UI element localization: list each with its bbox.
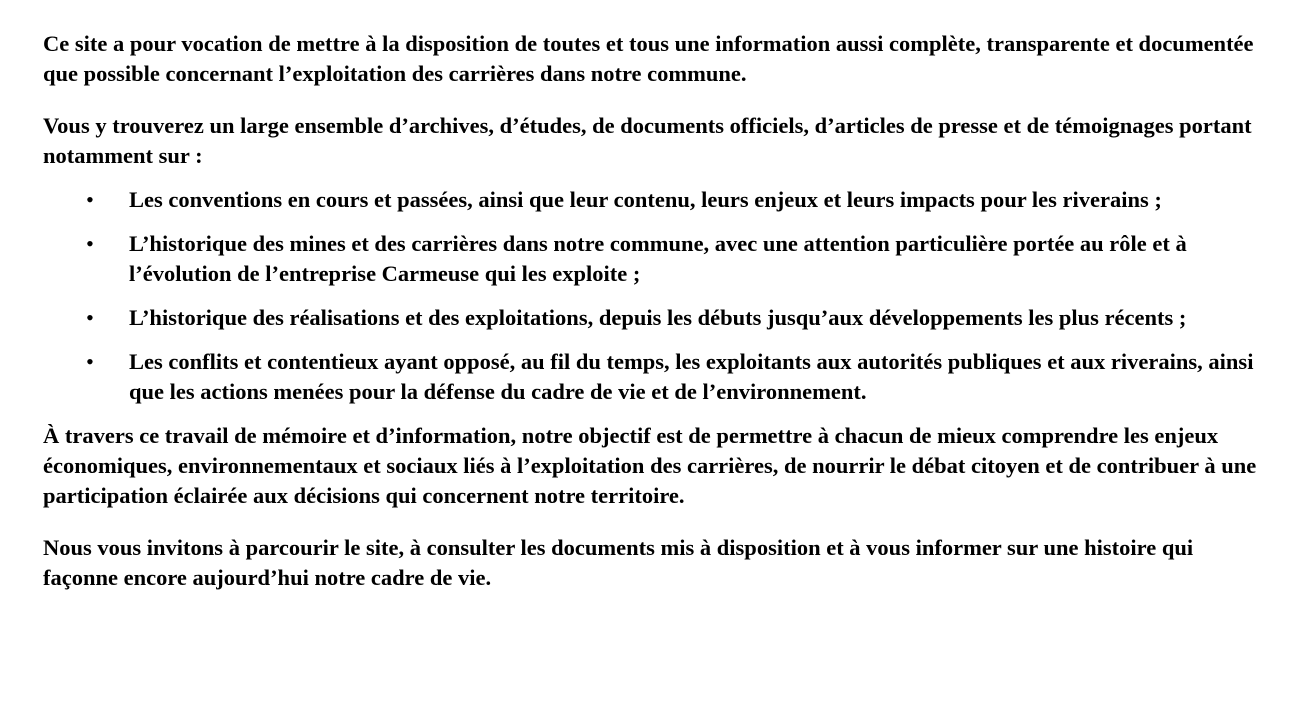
invitation-paragraph: Nous vous invitons à parcourir le site, à consulter les documents mis à disposition et à vous informer sur une histoire qui façonne encore aujourd’hui notre cadre de vie. (43, 535, 1194, 590)
topics-list (43, 185, 1268, 407)
list-item (43, 347, 1268, 407)
list-item-text: Les conflits et contentieux ayant opposé, au fil du temps, les exploitants aux autorités publiques et aux riverains, ainsi que les actions menées pour la défense du cadre de vie et de l’environnement. (129, 349, 1254, 404)
list-item-text: L’historique des mines et des carrières dans notre commune, avec une attention particulière portée au rôle et à l’évolution de l’entreprise Carmeuse qui les exploite ; (129, 231, 1187, 286)
bullet-icon: • (86, 305, 94, 330)
objective-paragraph: À travers ce travail de mémoire et d’information, notre objectif est de permettre à chacun de mieux comprendre les enjeux économiques, environnementaux et sociaux liés à l’exploitation des carrières, de nourrir le débat citoyen et de contribuer à une participation éclairée aux décisions qui concernent notre territoire. (43, 423, 1257, 508)
intro-paragraph: Ce site a pour vocation de mettre à la disposition de toutes et tous une information aussi complète, transparente et documentée que possible concernant l’exploitation des carrières dans notre commune. (43, 31, 1254, 86)
topics-intro-paragraph: Vous y trouverez un large ensemble d’archives, d’études, de documents officiels, d’articles de presse et de témoignages portant notamment sur : (43, 113, 1252, 168)
list-item-text: Les conventions en cours et passées, ainsi que leur contenu, leurs enjeux et leurs impacts pour les riverains ; (129, 187, 1162, 212)
list-item-text: L’historique des réalisations et des exploitations, depuis les débuts jusqu’aux développements les plus récents ; (129, 305, 1187, 330)
list-item (43, 229, 1268, 289)
bullet-icon: • (86, 349, 94, 374)
list-item (43, 303, 1268, 333)
list-item (43, 185, 1268, 215)
bullet-icon: • (86, 187, 94, 212)
bullet-icon: • (86, 231, 94, 256)
document-body (43, 29, 1268, 615)
